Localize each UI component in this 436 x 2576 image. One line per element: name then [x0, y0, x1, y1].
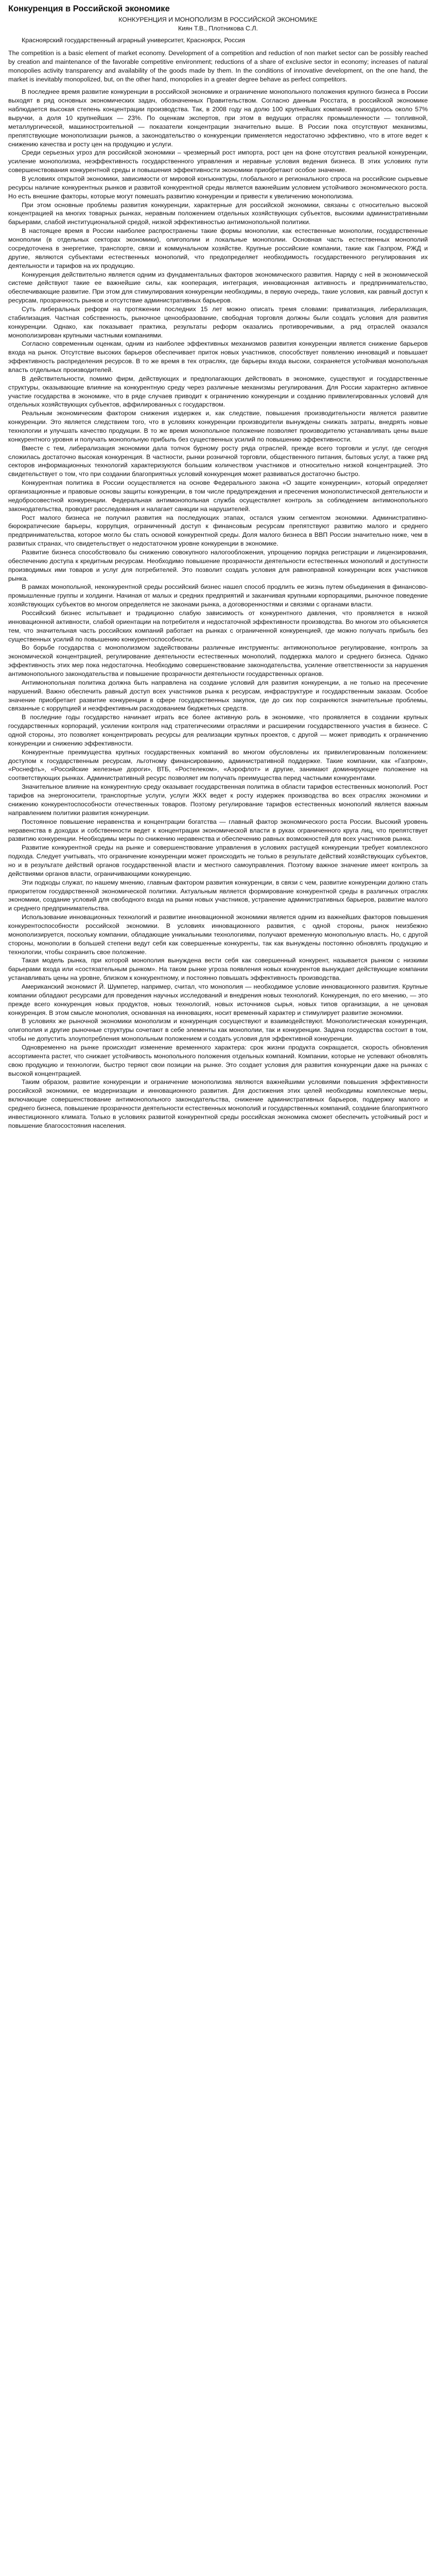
body-paragraph: Согласно современным оценкам, одним из наиболее эффективных механизмов развития конкуренции является снижение барьеров входа на рынок. Отсутствие высоких барьеров обеспечивает приток новых участников, способствует появлению инноваций и повышает эффективность распределения ресурсов. В то же время в тех отраслях, где барьеры входа высоки, сохраняется устойчивая монопольная власть отдельных производителей.: [8, 340, 428, 374]
body-paragraph: В настоящее время в России наиболее распространены такие формы монополии, как естественные монополии, государственные монополии (в отдельных секторах экономики), олигополии и локальные монополии. Основная часть естественных монополий сосредоточена в энергетике, транспорте, связи и коммунальном хозяйстве. Крупные российские компании, такие как Газпром, РЖД и другие, являются субъектами естественных монополий, что предопределяет необходимость государственного регулирования их деятельности и тарифов на их продукцию.: [8, 227, 428, 269]
body-paragraph: Постоянное повышение неравенства и концентрации богатства — главный фактор экономического роста России. Высокий уровень неравенства в доходах и собственности ведет к концентрации экономической власти в руках ограниченного круга лиц, что препятствует развитию конкуренции. Необходимы меры по снижению неравенства и обеспечению равных возможностей для всех участников рынка.: [8, 818, 428, 843]
body-paragraph: Такая модель рынка, при которой монополия вынуждена вести себя как совершенный конкурент, называется рынком с низкими барьерами входа или «состязательным рынком». На таком рынке угроза появления новых конкурентов вынуждает действующие компании устанавливать цены на уровне, близком к конкурентному, и постоянно повышать эффективность производства.: [8, 957, 428, 982]
body-paragraph: Российский бизнес испытывает и традиционно слабую зависимость от конкурентного давления, что проявляется в низкой инновационной активности, слабой ориентации на потребителя и недостаточной эффективности производства. Во многом это объясняется тем, что значительная часть российских компаний работает на рынках с ограниченной конкуренцией, где можно получать прибыль без существенных усилий по повышению конкурентоспособности.: [8, 609, 428, 643]
body-paragraph: Рост малого бизнеса не получил развития на последующих этапах, остался узким сегментом экономики. Административно-бюрократические барьеры, коррупция, ограниченный доступ к финансовым ресурсам препятствуют развитию малого и среднего предпринимательства, которое могло бы стать основой конкурентной среды. Доля малого бизнеса в ВВП России значительно ниже, чем в развитых странах, что свидетельствует о недостаточном уровне конкуренции в экономике.: [8, 514, 428, 548]
body-paragraph: Конкурентная политика в России осуществляется на основе Федерального закона «О защите конкуренции», который определяет организационные и правовые основы защиты конкуренции, в том числе предупреждения и пресечения монополистической деятельности и недобросовестной конкуренции. Федеральная антимонопольная служба осуществляет контроль за соблюдением антимонопольного законодательства, проводит расследования и налагает санкции на нарушителей.: [8, 479, 428, 513]
body-paragraph: Развитие конкурентной среды на рынке и совершенствование управления в условиях растущей конкуренции требует комплексного подхода. Следует учитывать, что ограничение конкуренции может происходить не только в результате действий хозяйствующих субъектов, но и в результате действий органов государственной власти и местного самоуправления. Поэтому важное значение имеет контроль за действиями органов власти, ограничивающими конкуренцию.: [8, 844, 428, 877]
body-paragraph: Использование инновационных технологий и развитие инновационной экономики является одним из важнейших факторов повышения конкурентоспособности российской экономики. В условиях инновационного развития, с одной стороны, рынок неизбежно монополизируется, поскольку компании, обладающие уникальными технологиями, получают временную монопольную власть. Но, с другой стороны, монополии в большей степени ведут себя как совершенные конкуренты, так как вынуждены постоянно обновлять продукцию и технологии, чтобы сохранить свое положение.: [8, 913, 428, 956]
body-paragraph: В рамках монопольной, неконкурентной среды российский бизнес нашел способ продлить ее жизнь путем объединения в финансово-промышленные группы и холдинги. Начиная от малых и средних предприятий и заканчивая крупными корпорациями, рыночное поведение хозяйствующих субъектов во многом определяется не законами рынка, а договоренностями и связями с органами власти.: [8, 583, 428, 608]
body-paragraph: В последние годы государство начинает играть все более активную роль в экономике, что проявляется в создании крупных государственных корпораций, усилении контроля над стратегическими отраслями и расширении государственного участия в бизнесе. С одной стороны, это позволяет концентрировать ресурсы для реализации крупных проектов, с другой — может приводить к ограничению конкуренции и снижению эффективности.: [8, 714, 428, 747]
body-paragraph: Конкуренция действительно является одним из фундаментальных факторов экономического развития. Наряду с ней в экономической системе действуют такие ее важнейшие силы, как кооперация, интеграция, инновационная активность и предпринимательство, обеспечивающие развитие. При этом для стимулирования конкуренции необходимы, в первую очередь, такие условия, как равный доступ к ресурсам, прозрачность рынков и отсутствие административных барьеров.: [8, 270, 428, 304]
body-paragraph: Конкурентные преимущества крупных государственных компаний во многом обусловлены их привилегированным положением: доступом к государственным ресурсам, льготному финансированию, административной поддержке. Такие компании, как «Газпром», «Роснефть», «Российские железные дороги», ВТБ, «Ростелеком», «Аэрофлот» и другие, занимают доминирующее положение на соответствующих рынках. Административный ресурс позволяет им получать преимущества перед частными конкурентами.: [8, 748, 428, 782]
body-paragraph: Американский экономист Й. Шумпетер, например, считал, что монополия — необходимое условие инновационного развития. Крупные компании обладают ресурсами для проведения научных исследований и внедрения новых технологий. Конкуренция, по его мнению, — это прежде всего конкуренция новых продуктов, новых технологий, новых источников сырья, новых типов организации, а не ценовая конкуренция. В этом смысле монополия, основанная на инновациях, носит временный характер и стимулирует развитие экономики.: [8, 982, 428, 1016]
article-abstract: The competition is a basic element of market economy. Development of a competition and reduction of non market sector can be possibly reached by creation and maintenance of the favorable competitive environment; reductions of a share of exclusive sector in economy; increases of natural monopolies activity transparency and availability of the goods made by them. In the conditions of innovative development, on the one hand, the market is inevitably monopolized, but, on the other hand, monopolies in a greater degree behave as perfect competitors.: [8, 49, 428, 83]
article: [0, 0, 436, 1139]
article-subtitle: КОНКУРЕНЦИЯ И МОНОПОЛИЗМ В РОССИЙСКОЙ ЭКОНОМИКЕ: [118, 16, 318, 24]
body-paragraph: Значительное влияние на конкурентную среду оказывает государственная политика в области тарифов естественных монополий. Рост тарифов на энергоносители, транспортные услуги, услуги ЖКХ ведет к росту издержек производства во всех отраслях экономики и снижению конкурентоспособности отечественных товаров. Поэтому регулирование тарифов естественных монополий является важным направлением политики развития конкуренции.: [8, 783, 428, 817]
body-paragraph: В условиях открытой экономики, зависимости от мировой конъюнктуры, глобального и регионального спроса на российские сырьевые ресурсы наличие конкурентных рынков и развитой конкурентной среды является важнейшим условием устойчивого экономического роста. Но есть внешние факторы, которые могут помешать развитию конкуренции и привести к увеличению монополизма.: [8, 175, 428, 200]
body-paragraph: В последнее время развитие конкуренции в российской экономике и ограничение монопольного положения крупного бизнеса в России выходят в ряд основных экономических задач, обозначенных Правительством. Согласно данным Росстата, в российской экономике наблюдается высокая степень концентрации производства. Так, в 2008 году на долю 100 крупнейших компаний приходилось около 57% выручки, а доля 10 крупнейших — 23%. По оценкам экспертов, при этом в ведущих отраслях промышленности — топливной, металлургической, машиностроительной — показатели концентрации значительно выше. В России пока отсутствуют механизмы, препятствующие монополизации рынков, а законодательство о конкуренции применяется недостаточно эффективно, что в итоге ведет к снижению качества и росту цен на продукцию и услуги.: [8, 88, 428, 148]
body-paragraph: Суть либеральных реформ на протяжении последних 15 лет можно описать тремя словами: приватизация, либерализация, стабилизация. Частная собственность, рыночное ценообразование, свободная торговля должны были создать условия для развития конкуренции. Однако, как показывает практика, результаты реформ оказались противоречивыми, а ряд отраслей оказался монополизирован крупными частными компаниями.: [8, 305, 428, 339]
body-paragraph: Вместе с тем, либерализация экономики дала толчок бурному росту ряда отраслей, прежде всего торговли и услуг, где сегодня сложилась достаточно высокая конкуренция. В частности, рынки розничной торговли, общественного питания, бытовых услуг, а также ряд секторов информационных технологий характеризуются большим количеством участников и относительно низкой концентрацией. Это свидетельствует о том, что при создании благоприятных условий конкуренция может развиваться достаточно быстро.: [8, 444, 428, 478]
body-paragraph: Одновременно на рынке происходит изменение временного характера: срок жизни продукта сокращается, скорость обновления ассортимента растет, что снижает устойчивость монопольного положения отдельных компаний. Компании, которые не успевают обновлять свою продукцию и технологии, быстро теряют свои позиции на рынке. Это создает условия для развития конкуренции даже на рынках с высокой концентрацией.: [8, 1043, 428, 1077]
body-paragraph: В действительности, помимо фирм, действующих и предполагающих действовать в экономике, существуют и государственные структуры, оказывающие влияние на конкурентную среду через различные механизмы регулирования. Для России характерно активное участие государства в экономике, что в ряде случаев приводит к ограничению конкуренции и созданию привилегированных условий для отдельных хозяйствующих субъектов, аффилированных с государством.: [8, 375, 428, 409]
body-paragraph: Во борьбе государства с монополизмом задействованы различные инструменты: антимонопольное регулирование, контроль за экономической концентрацией, регулирование деятельности естественных монополий, поддержка малого и среднего бизнеса. Однако эффективность этих мер пока недостаточна. Необходимо совершенствование законодательства, усиление ответственности за нарушения антимонопольного законодательства и повышение прозрачности деятельности государственных органов.: [8, 644, 428, 678]
body-paragraph: Реальным экономическим фактором снижения издержек и, как следствие, повышения производительности является развитие конкуренции. Это является следствием того, что в условиях конкуренции производители вынуждены снижать затраты, внедрять новые технологии и улучшать качество продукции. В то же время монопольное положение позволяет производителю устанавливать цены выше конкурентного уровня и получать монопольную прибыль без существенных усилий по повышению эффективности.: [8, 410, 428, 443]
body-paragraph: Таким образом, развитие конкуренции и ограничение монополизма являются важнейшими условиями повышения эффективности российской экономики, ее модернизации и инновационного развития. Для достижения этих целей необходимы комплексные меры, включающие совершенствование антимонопольного законодательства, снижение административных барьеров, поддержку малого и среднего бизнеса, повышение прозрачности деятельности естественных монополий и государственных компаний, создание благоприятного инвестиционного климата. Только в условиях развитой конкурентной среды российская экономика сможет обеспечить устойчивый рост и повышение благосостояния населения.: [8, 1078, 428, 1129]
body-paragraph: Антимонопольная политика должна быть направлена на создание условий для развития конкуренции, а не только на пресечение нарушений. Важно обеспечить равный доступ всех участников рынка к ресурсам, инфраструктуре и государственным заказам. Особое значение приобретает развитие конкуренции в сфере государственных закупок, где до сих пор сохраняются значительные проблемы, связанные с коррупцией и неэффективным расходованием бюджетных средств.: [8, 679, 428, 713]
body-paragraph: Среди серьезных угроз для российской экономики – чрезмерный рост импорта, рост цен на фоне отсутствия реальной конкуренции, усиление монополизма, неэффективность государственного управления и неравные условия ведения бизнеса. В этих условиях пути совершенствования конкурентной среды и повышения эффективности экономики приобретают особое значение.: [8, 149, 428, 174]
body-paragraph: Эти подходы служат, по нашему мнению, главным фактором развития конкуренции, в связи с чем, развитие конкуренции должно стать приоритетом государственной экономической политики. Актуальным является формирование конкурентной среды в различных отраслях экономики, создание условий для свободного входа на рынки новых участников, устранение административных барьеров, развитие малого и среднего предпринимательства.: [8, 878, 428, 912]
article-affiliation: Красноярский государственный аграрный университет, Красноярск, Россия: [22, 37, 246, 44]
body-paragraph: Развитие бизнеса способствовало бы снижению совокупного налогообложения, упрощению порядка регистрации и лицензирования, обеспечению доступа к кредитным ресурсам. Необходимо повышение прозрачности деятельности естественных монополий и доступности производимых ими товаров и услуг для потребителей. Это позволит создать условия для равноправной конкуренции всех участников рынка.: [8, 549, 428, 582]
article-body: [8, 88, 428, 1130]
body-paragraph: В условиях же рыночной экономики монополизм и конкуренция сосуществуют и взаимодействуют. Монополистическая конкуренция, олигополия и другие рыночные структуры сочетают в себе элементы как монополии, так и конкуренции. Задача государства состоит в том, чтобы не допустить злоупотребления монопольным положением и создать условия для эффективной конкуренции.: [8, 1018, 428, 1043]
body-paragraph: При этом основные проблемы развития конкуренции, характерные для российской экономики, связаны с относительно высокой концентрацией на многих товарных рынках, неравным положением отдельных хозяйствующих субъектов, высокими административными барьерами, слабой институциональной средой, низкой эффективностью антимонопольной политики.: [8, 201, 428, 226]
page-title: Конкуренция в Российской экономике: [8, 4, 170, 13]
article-authors: Киян Т.В., Плотникова С.Л.: [178, 25, 258, 32]
